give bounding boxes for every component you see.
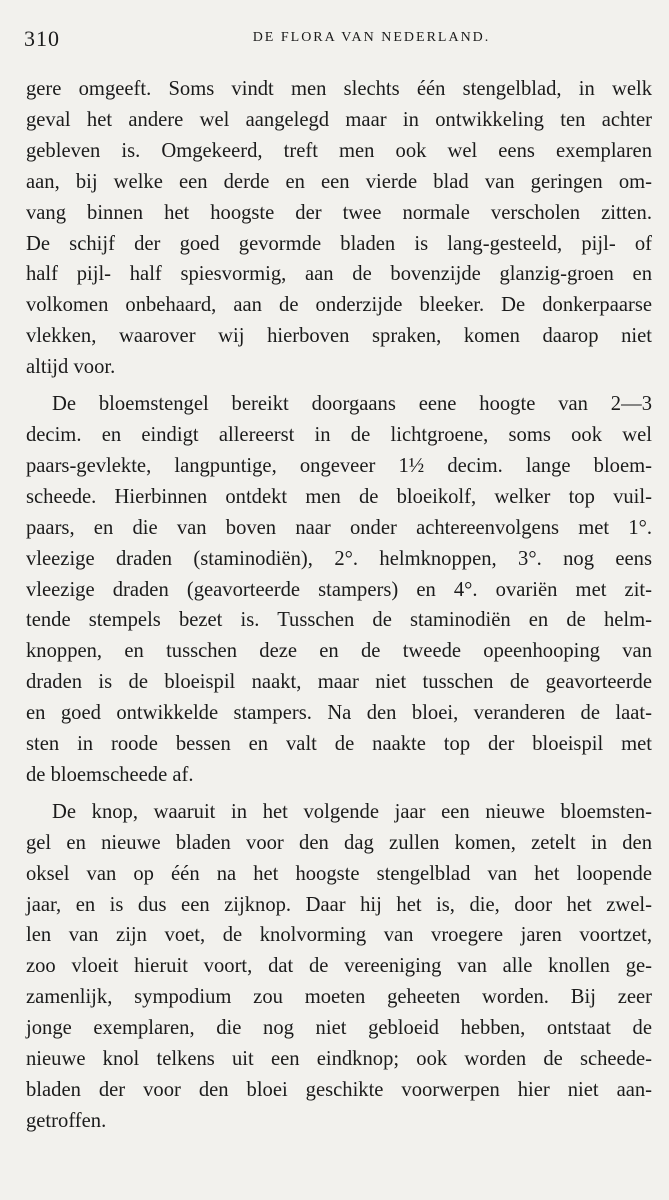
text-line: altijd voor. bbox=[26, 356, 116, 379]
page-header bbox=[24, 26, 639, 56]
text-line: paars, en die van boven naar onder achtereenvolgens met 1°. bbox=[26, 516, 652, 539]
text-line: tende stempels bezet is. Tusschen de staminodiën en de helm- bbox=[26, 609, 652, 632]
text-line: oksel van op één na het hoogste stengelblad van het loopende bbox=[26, 862, 652, 885]
text-line: De knop, waaruit in het volgende jaar een nieuwe bloemsten- bbox=[52, 800, 652, 823]
text-line: knoppen, en tusschen deze en de tweede opeenhooping van bbox=[26, 640, 652, 663]
text-line: zamenlijk, sympodium zou moeten geheeten worden. Bij zeer bbox=[26, 986, 652, 1009]
text-line: vang binnen het hoogste der twee normale verscholen zitten. bbox=[26, 201, 652, 224]
text-line: de bloemscheede af. bbox=[26, 763, 194, 786]
text-line: len van zijn voet, de knolvorming van vroegere jaren voortzet, bbox=[26, 924, 652, 947]
text-line: half pijl- half spiesvormig, aan de bovenzijde glanzig-groen en bbox=[26, 263, 652, 286]
text-line: gere omgeeft. Soms vindt men slechts één stengelblad, in welk bbox=[26, 78, 652, 100]
text-line: De bloemstengel bereikt doorgaans eene hoogte van 2—3 bbox=[52, 393, 652, 416]
text-line: volkomen onbehaard, aan de onderzijde bleeker. De donkerpaarse bbox=[26, 294, 652, 317]
text-line: zoo vloeit hieruit voort, dat de vereeniging van alle knollen ge- bbox=[26, 955, 652, 978]
text-line: aan, bij welke een derde en een vierde blad van geringen om- bbox=[26, 170, 652, 193]
text-line: bladen der voor den bloei geschikte voorwerpen hier niet aan- bbox=[26, 1079, 652, 1101]
text-line: nieuwe knol telkens uit een eindknop; ook worden de scheede- bbox=[26, 1048, 652, 1071]
text-line: jaar, en is dus een zijknop. Daar hij het is, die, door het zwel- bbox=[26, 893, 652, 916]
text-line: vlekken, waarover wij hierboven spraken, komen daarop niet bbox=[26, 325, 652, 348]
text-line: De schijf der goed gevormde bladen is lang-gesteeld, pijl- of bbox=[26, 232, 652, 255]
text-line: jonge exemplaren, die nog niet gebloeid hebben, ontstaat de bbox=[26, 1017, 652, 1040]
text-line: decim. en eindigt allereerst in de lichtgroene, soms ook wel bbox=[26, 423, 652, 446]
running-title: DE FLORA VAN NEDERLAND. bbox=[252, 30, 491, 45]
body-text bbox=[26, 74, 652, 1137]
text-line: scheede. Hierbinnen ontdekt men de bloeikolf, welker top vuil- bbox=[26, 485, 652, 508]
paragraph bbox=[26, 74, 652, 383]
text-line: gebleven is. Omgekeerd, treft men ook wel eens exemplaren bbox=[26, 139, 652, 162]
text-line: vleezige draden (geavorteerde stampers) en 4°. ovariën met zit- bbox=[26, 578, 652, 601]
text-line: getroffen. bbox=[26, 1109, 107, 1132]
text-line: gel en nieuwe bladen voor den dag zullen komen, zetelt in den bbox=[26, 831, 652, 854]
text-line: vleezige draden (staminodiën), 2°. helmknoppen, 3°. nog eens bbox=[26, 547, 652, 570]
text-line: en goed ontwikkelde stampers. Na den bloei, veranderen de laat- bbox=[26, 702, 652, 725]
text-line: paars-gevlekte, langpuntige, ongeveer 1½ decim. lange bloem- bbox=[26, 454, 652, 477]
paragraph bbox=[26, 797, 652, 1137]
paragraph bbox=[26, 389, 652, 791]
text-line: sten in roode bessen en valt de naakte top der bloeispil met bbox=[26, 733, 652, 756]
text-line: draden is de bloeispil naakt, maar niet tusschen de geavorteerde bbox=[26, 671, 652, 694]
text-line: geval het andere wel aangelegd maar in ontwikkeling ten achter bbox=[26, 108, 652, 131]
page-number: 310 bbox=[24, 26, 60, 51]
